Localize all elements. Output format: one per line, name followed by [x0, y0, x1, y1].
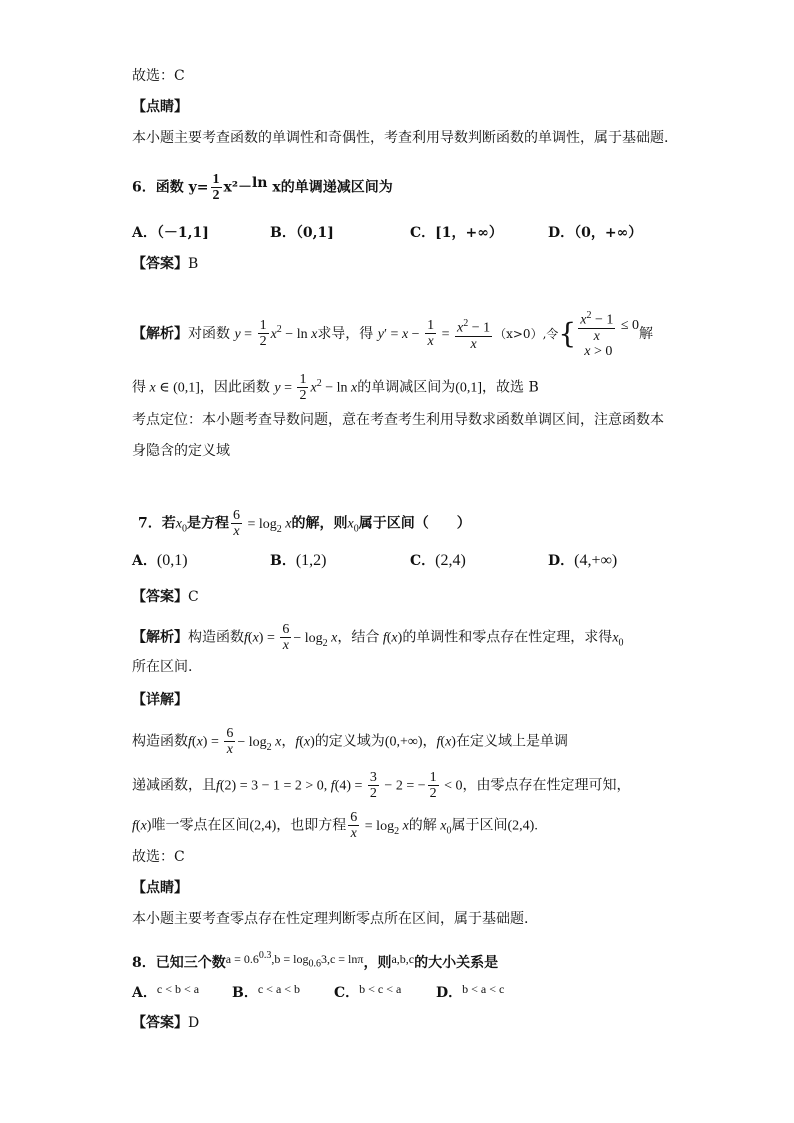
q8-option-a: A．c < b < a — [132, 982, 200, 1001]
q8-answer: 【答案】D — [132, 1015, 200, 1031]
q6-option-a: A．（－1,1] — [132, 225, 209, 241]
q7-answer-line: 故选：C — [132, 849, 185, 865]
q7-dianjing-text: 本小题主要考查零点存在性定理判断零点所在区间，属于基础题. — [132, 911, 529, 927]
q6-analysis-line2: 得 x ∈ (0,1]，因此函数 y = $\frac{1}{2}$ $x^2 - \ln x$的单调减区间为(0,1]，故选 B — [132, 372, 539, 403]
q5-dianjing-label: 【点睛】 — [132, 99, 188, 115]
q7-option-c: C．(2,4) — [410, 552, 466, 569]
q7-option-a: A．(0,1) — [132, 552, 188, 569]
q6-number: 6． — [132, 179, 156, 196]
q6-kaodian-line2: 身隐含的定义域 — [132, 443, 230, 459]
q8-option-b: B．c < a < b — [232, 982, 301, 1001]
q6-option-b: B．（0,1] — [270, 225, 334, 241]
q7-xiangjie-label: 【详解】 — [132, 692, 188, 708]
q7-analysis-line1: 【解析】构造函数f(x) = $\frac{6}{x}$ − $\log_2 x$，结合 f(x)的单调性和零点存在性定理，求得$x_0$ — [132, 622, 624, 653]
q5-answer-line: 故选：C — [132, 68, 185, 84]
q6-kaodian-line1: 考点定位：本小题考查导数问题，意在考查考生利用导数求函数单调区间，注意函数本 — [132, 412, 664, 428]
q6-stem-fraction: $\frac{1}{2}$ — [212, 172, 220, 203]
q6-analysis-line1: 【解析】对函数 y = $\frac{1}{2}$ $x^2 - \ln x$求导，得 y′ = x − $\frac{1}{x}$ = $\frac{x^2 - 1}{x}$ （x>0）,令{ $\frac{x^2 - 1}{x}$ ≤ 0 x > 0解 — [132, 310, 654, 359]
q7-detail-line3: f(x)唯一零点在区间(2,4)，也即方程 $\frac{6}{x}$ = $\log_2 x$的解 $x_0$属于区间(2,4). — [132, 810, 538, 841]
q8-stem: 8．已知三个数$a = 0.6^{0.3},b = \log_{0.6}3,c = \ln\pi$，则a,b,c的大小关系是 — [132, 950, 499, 971]
q7-detail-line1: 构造函数f(x) = $\frac{6}{x}$ − $\log_2 x$，f(x)的定义域为(0,+∞)，f(x)在定义域上是单调 — [132, 726, 568, 757]
q6-stem-text: 函数 y= — [155, 179, 209, 196]
q6-answer: 【答案】B — [132, 256, 199, 272]
q7-dianjing-label: 【点睛】 — [132, 880, 188, 896]
q8-option-d: D．b < a < c — [436, 982, 505, 1001]
q7-option-b: B．(1,2) — [270, 552, 327, 569]
q6-stem: 6．函数 y= $\frac{1}{2}$ x²－ln x的单调递减区间为 — [132, 172, 393, 203]
q7-answer: 【答案】C — [132, 589, 199, 605]
q5-dianjing-text: 本小题主要考查函数的单调性和奇偶性，考查利用导数判断函数的单调性，属于基础题. — [132, 130, 669, 146]
q6-option-d: D．（0，+∞） — [548, 225, 643, 241]
q7-analysis-line2: 所在区间. — [132, 659, 193, 675]
q8-option-c: C．b < c < a — [334, 982, 402, 1001]
q6-option-c: C．[1，+∞） — [410, 225, 503, 241]
q7-option-d: D．(4,+∞) — [548, 552, 618, 569]
q7-detail-line2: 递减函数，且f(2) = 3 − 1 = 2 > 0, f(4) = $\frac{3}{2}$ − 2 = − $\frac{1}{2}$ < 0，由零点存在性定理可知， — [132, 770, 631, 801]
q7-stem: 7．若$x_0$是方程 $\frac{6}{x}$ = $\log_2 x$的解，则$x_0$属于区间（ ） — [138, 508, 471, 539]
